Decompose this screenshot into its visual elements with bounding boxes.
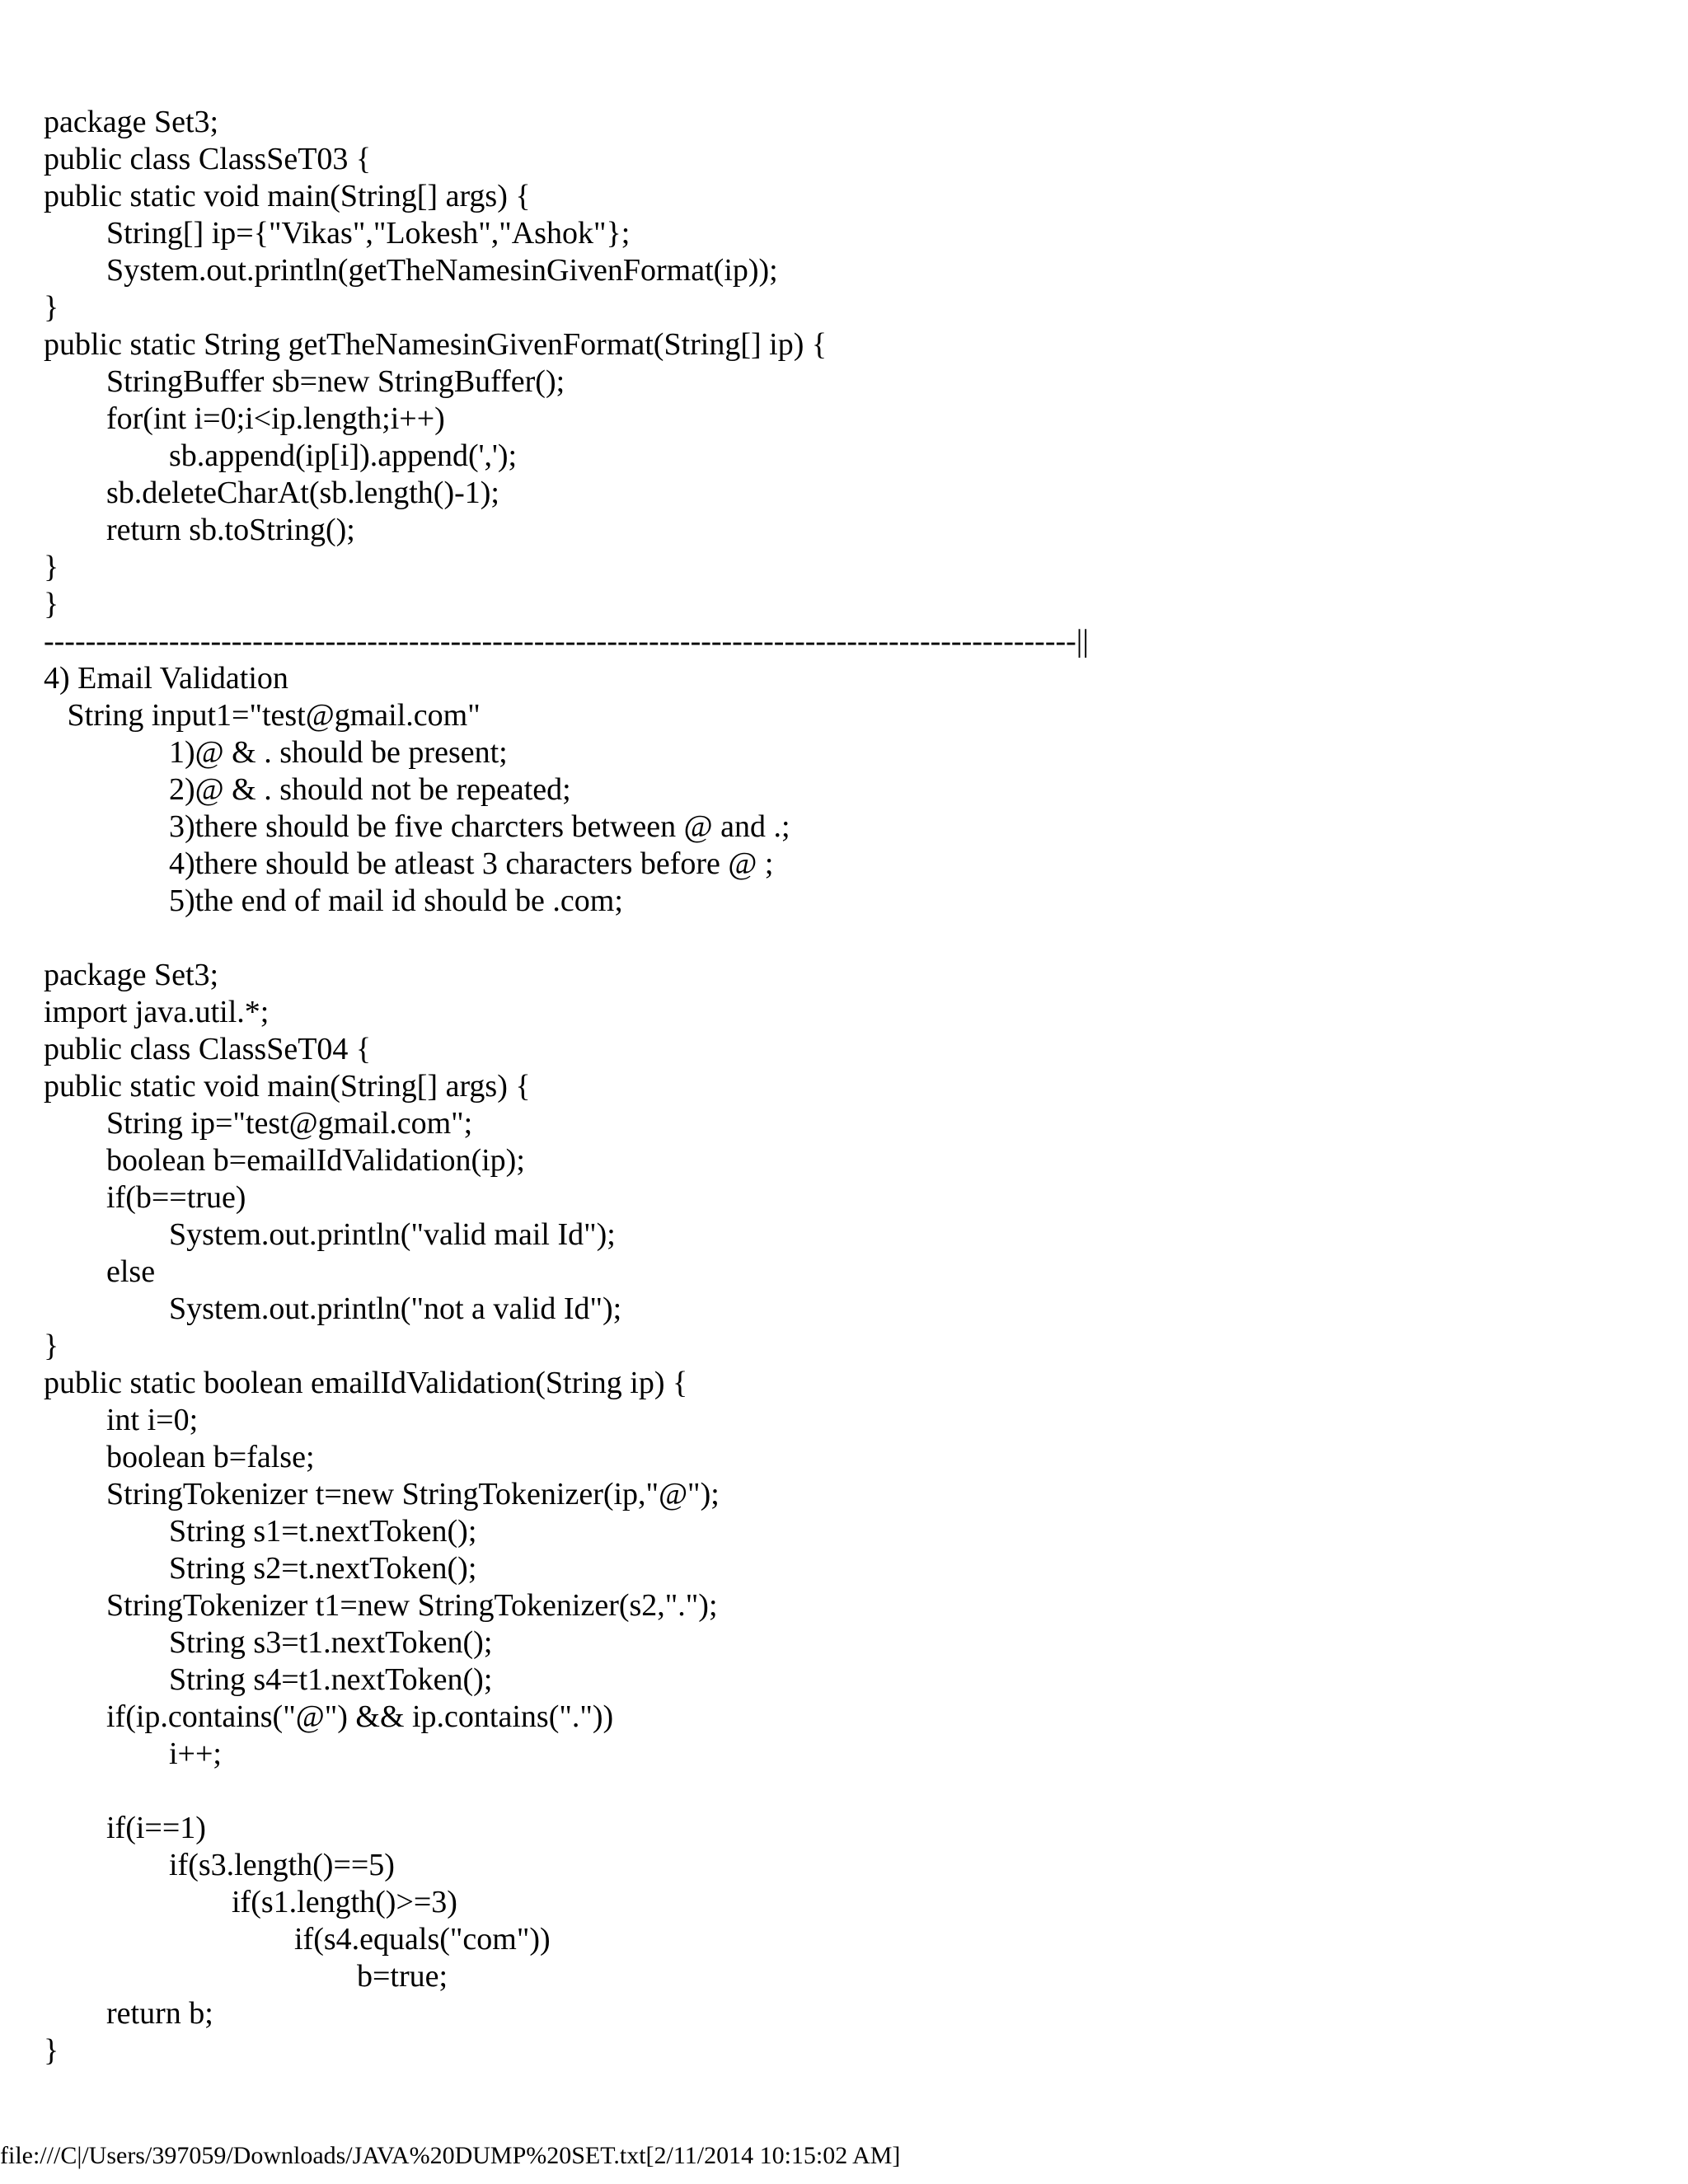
- code-line: 1)@ & . should be present;: [44, 735, 508, 770]
- code-line: }: [44, 550, 59, 584]
- code-line: return sb.toString();: [44, 513, 355, 547]
- code-line: i++;: [44, 1736, 222, 1771]
- code-line: public class ClassSeT03 {: [44, 142, 372, 176]
- code-line: 3)there should be five charcters between @ and .;: [44, 809, 790, 844]
- code-line: StringTokenizer t1=new StringTokenizer(s2,".");: [44, 1588, 718, 1623]
- code-line: String s3=t1.nextToken();: [44, 1625, 493, 1660]
- code-line: String s1=t.nextToken();: [44, 1514, 477, 1549]
- code-line: package Set3;: [44, 958, 219, 992]
- code-line: package Set3;: [44, 105, 219, 139]
- code-line: if(ip.contains("@") && ip.contains(".")): [44, 1699, 614, 1734]
- code-line: System.out.println(getTheNamesinGivenFormat(ip));: [44, 253, 778, 288]
- code-line: boolean b=emailIdValidation(ip);: [44, 1143, 525, 1178]
- code-line: boolean b=false;: [44, 1440, 315, 1474]
- file-path-footer: file:///C|/Users/397059/Downloads/JAVA%20DUMP%20SET.txt[2/11/2014 10:15:02 AM]: [0, 2142, 901, 2169]
- code-line: }: [44, 1329, 59, 1363]
- code-line: for(int i=0;i<ip.length;i++): [44, 401, 445, 436]
- code-line: else: [44, 1254, 156, 1289]
- code-line: String[] ip={"Vikas","Lokesh","Ashok"};: [44, 216, 631, 251]
- code-line: sb.deleteCharAt(sb.length()-1);: [44, 476, 499, 510]
- code-line: if(b==true): [44, 1180, 246, 1215]
- code-line: if(s3.length()==5): [44, 1848, 395, 1882]
- code-line: }: [44, 587, 59, 621]
- code-line: public class ClassSeT04 {: [44, 1032, 372, 1066]
- code-line: 4)there should be atleast 3 characters before @ ;: [44, 846, 774, 881]
- code-line: if(s4.equals("com")): [44, 1922, 551, 1957]
- code-line: public static void main(String[] args) {: [44, 179, 531, 213]
- code-line: [44, 920, 1659, 957]
- code-line: String s4=t1.nextToken();: [44, 1662, 493, 1697]
- code-line: StringTokenizer t=new StringTokenizer(ip,"@");: [44, 1477, 720, 1511]
- code-line: return b;: [44, 1996, 213, 2031]
- code-line: public static String getTheNamesinGivenFormat(String[] ip) {: [44, 327, 828, 362]
- code-line: String input1="test@gmail.com": [44, 698, 481, 733]
- code-line: if(i==1): [44, 1811, 206, 1845]
- code-line: }: [44, 290, 59, 325]
- code-line: b=true;: [44, 1959, 448, 1994]
- code-line: 5)the end of mail id should be .com;: [44, 883, 623, 918]
- code-line: 4) Email Validation: [44, 661, 288, 696]
- code-line: StringBuffer sb=new StringBuffer();: [44, 364, 565, 399]
- code-line: sb.append(ip[i]).append(',');: [44, 438, 518, 473]
- code-line: System.out.println("not a valid Id");: [44, 1291, 622, 1326]
- code-line: System.out.println("valid mail Id");: [44, 1217, 616, 1252]
- code-line: ---------------------------------------------------------------------------------------------------||: [44, 624, 1089, 658]
- code-line: import java.util.*;: [44, 995, 270, 1029]
- code-line: if(s1.length()>=3): [44, 1885, 457, 1919]
- code-line: String s2=t.nextToken();: [44, 1551, 477, 1586]
- code-line: }: [44, 2033, 59, 2068]
- code-line: 2)@ & . should not be repeated;: [44, 772, 571, 807]
- code-line: public static void main(String[] args) {: [44, 1069, 531, 1104]
- code-listing: [44, 104, 1659, 2069]
- code-line: [44, 1773, 1659, 1810]
- code-line: int i=0;: [44, 1403, 199, 1437]
- code-line: String ip="test@gmail.com";: [44, 1106, 473, 1141]
- code-line: public static boolean emailIdValidation(String ip) {: [44, 1366, 688, 1400]
